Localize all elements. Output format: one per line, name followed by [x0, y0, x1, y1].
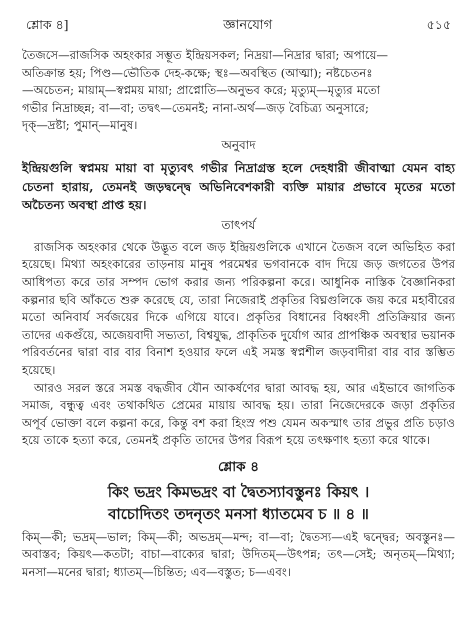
purport-paragraph-2: আরও সরল স্তরে সমস্ত বদ্ধজীব যৌন আকর্ষণের দ্বারা আবদ্ধ হয়, আর এইভাবে জাগতিক সমাজ, বন্ধুত্ব এবং তথাকথিত প্রেমের মায়ায় আবদ্ধ হয়। তারা নিজেদেরকে জড়া প্রকৃতির অপূর্ব ভোক্তা বলে কল্পনা করে, কিন্তু বশ করা হিংস্র পশু যেমন অকস্মাৎ তার প্রভুর প্রতি চড়াও হয়ে তাকে হত্যা করে, তেমনই প্রকৃতি তাদের উপর বিরূপ হয়ে তৎক্ষণাৎ হত্যা করে থাকে।: [22, 380, 455, 448]
purport-paragraph-1: রাজসিক অহংকার থেকে উদ্ভূত বলে জড় ইন্দ্রিয়গুলিকে এখানে তৈজস বলে অভিহিত করা হয়েছে। মিথ্যা অহংকারের তাড়নায় মানুষ পরমেশ্বর ভগবানকে বাদ দিয়ে জড় জগতের উপর আধিপত্য করে তার সম্পদ ভোগ করার জন্য পরিকল্পনা করে। আধুনিক নাস্তিক বৈজ্ঞানিকরা কল্পনার ছবি আঁকতে শুরু করেছে যে, তারা নিজেরাই প্রকৃতির বিঘ্নগুলিকে জয় করে মহাবীরের মতো অনিবার্য সর্বজয়ের দিকে এগিয়ে যাবে। প্রকৃতির বিধানের বিধ্বংসী প্রতিক্রিয়ার জন্য তাদের একগুঁয়ে, অজেয়বাদী সভ্যতা, বিশ্বযুদ্ধ, প্রাকৃতিক দুর্যোগ আর প্রাপঞ্চিক অবস্থার ভয়ানক পরিবর্তনের দ্বারা বার বার বিনাশ হওয়ার ফলে এই সমস্ত স্বপ্নশীল জড়বাদীরা বার বার স্তম্ভিত হয়েছে।: [22, 239, 455, 377]
translation-heading: অনুবাদ: [221, 137, 256, 152]
synonym-line: —অচেতন; মায়াম্—স্বপ্নময় মায়া; প্রাপ্নোতি—অনুভব করে; মৃত্যুম্—মৃত্যুর মতো: [22, 83, 381, 98]
synonym-line: দৃক্—দ্রষ্টা; পুমান্—মানুষ।: [22, 118, 138, 133]
synonym-line: গভীর নিদ্রাচ্ছন্ন; বা—বা; তদ্বৎ—তেমনই; নানা-অর্থ—জড় বৈচিত্র্য অনুসারে;: [22, 100, 369, 115]
synonym-line: তৈজসে—রাজসিক অহংকার সম্ভূত ইন্দ্রিয়সকল; নিদ্রয়া—নিদ্রার দ্বারা; অপায়ে—: [22, 48, 389, 62]
verse-reference: শ্লোক ৪]: [26, 17, 69, 32]
verse-line-2: বাচোদিতং তদনৃতং মনসা ধ্যাতমেব চ ॥ ৪ ॥: [108, 504, 369, 523]
page-header: [22, 16, 455, 37]
word-synonyms-top: [22, 47, 455, 135]
synonym-line: অতিক্রান্ত হয়; পিণ্ড—ভৌতিক দেহ-কক্ষে; স্থঃ—অবস্থিত (আত্মা); নষ্টচেতনঃ: [22, 65, 373, 80]
purport-heading: তাৎপর্য: [221, 217, 256, 232]
chapter-title: জ্ঞানযোগ: [223, 18, 273, 33]
verse-line-1: কিং ভদ্রং কিমভদ্রং বা দ্বৈতস্যাবস্তুনঃ কিয়ৎ ।: [107, 482, 370, 501]
word-synonyms-bottom: কিম্—কী; ভদ্রম্—ভাল; কিম্—কী; অভদ্রম্—মন্দ; বা—বা; দ্বৈতস্য—এই দ্বন্দ্বের; অবস্তুনঃ—অবাস্তব; কিয়ৎ—কতটা; বাচা—বাক্যের দ্বারা; উদিতম্—উৎপন্ন; তৎ—সেই; অনৃতম্—মিথ্যা; মনসা—মনের দ্বারা; ধ্যাতম্—চিন্তিত; এব—বস্তুত; চ—এবং।: [22, 529, 455, 580]
translation-text: ইন্দ্রিয়গুলি স্বপ্নময় মায়া বা মৃত্যুবৎ গভীর নিদ্রাগ্রস্ত হলে দেহধারী জীবাত্মা যেমন বাহ্য চেতনা হারায়, তেমনই জড়দ্বন্দ্বে অভিনিবেশকারী ব্যক্তি মায়ার প্রভাবে মৃতের মতো অচৈতন্য অবস্থা প্রাপ্ত হয়।: [22, 160, 455, 213]
verse-heading: শ্লোক ৪: [217, 458, 260, 475]
page-number: ৫১৫: [426, 17, 451, 32]
